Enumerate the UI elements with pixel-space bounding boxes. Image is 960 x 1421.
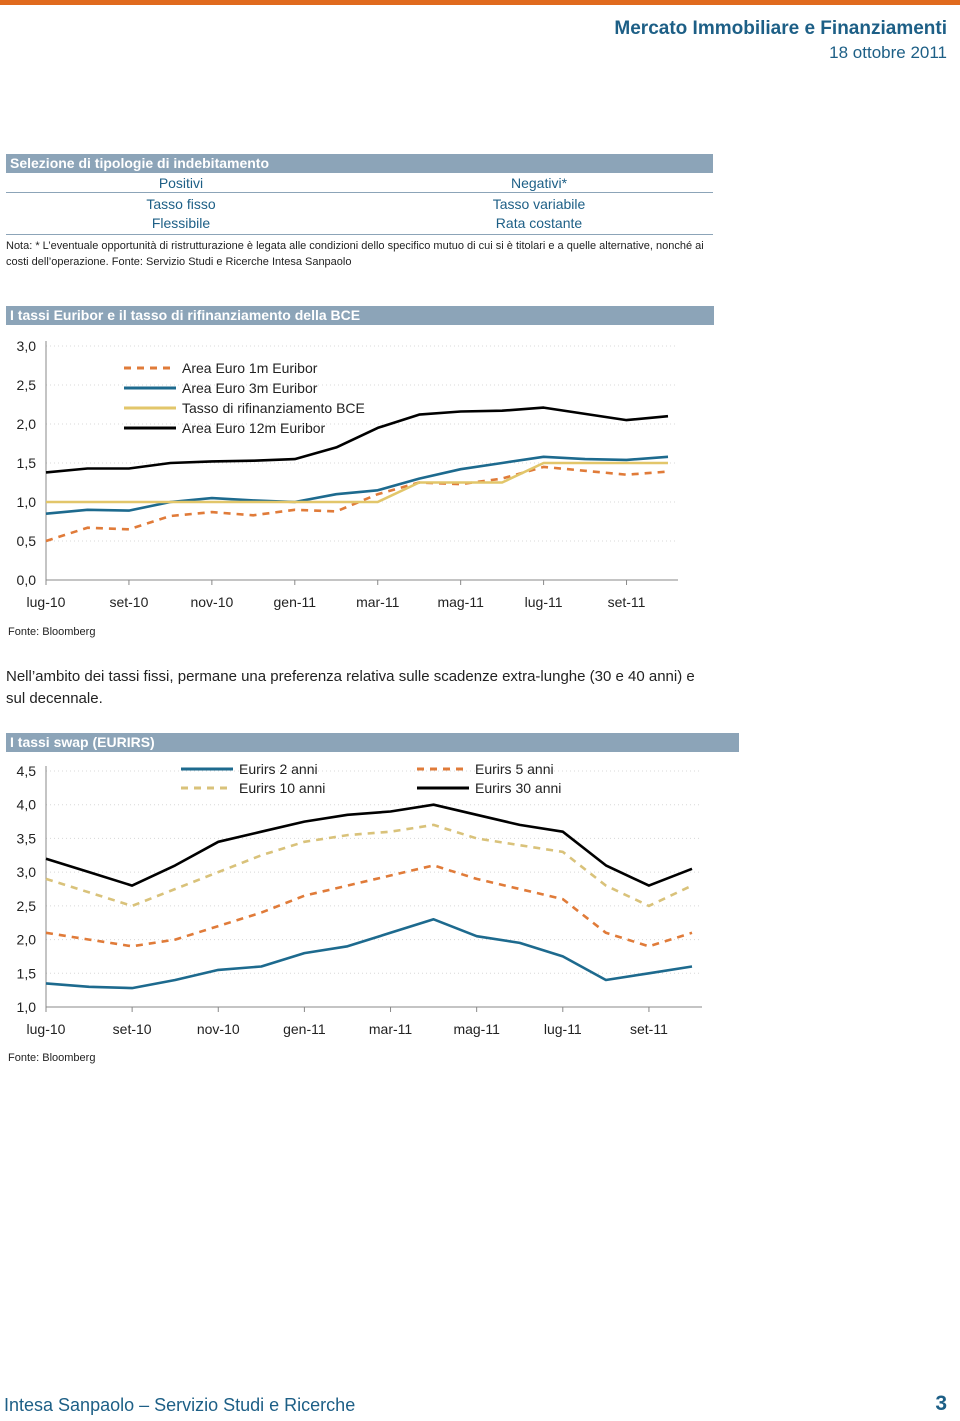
legend-label: Area Euro 12m Euribor	[182, 420, 326, 436]
chart2-eurirs	[0, 755, 740, 1045]
y-tick-label: 2,0	[16, 416, 36, 432]
y-tick-label: 1,5	[16, 455, 36, 471]
y-tick-label: 2,5	[16, 897, 36, 914]
y-tick-label: 0,0	[16, 572, 36, 588]
x-tick-label: mar-11	[368, 1021, 413, 1037]
table-cell: Tasso fisso	[146, 196, 216, 212]
table-row	[6, 215, 713, 234]
y-tick-label: 3,0	[16, 338, 36, 354]
x-tick-label: lug-11	[543, 1021, 582, 1037]
selection-table-header	[6, 174, 713, 193]
table-cell: Flessibile	[151, 215, 211, 231]
x-tick-label: gen-11	[283, 1021, 326, 1037]
table-cell: Tasso variabile	[492, 196, 586, 212]
x-tick-label: lug-10	[26, 1021, 66, 1037]
x-tick-label: gen-11	[273, 594, 317, 610]
y-tick-label: 2,5	[16, 377, 36, 393]
y-tick-label: 4,0	[16, 796, 36, 813]
x-tick-label: nov-10	[190, 594, 234, 610]
x-tick-label: mag-11	[453, 1021, 500, 1037]
table-row	[6, 196, 713, 215]
column-positivi: Positivi	[158, 175, 204, 191]
y-tick-label: 1,5	[16, 965, 36, 982]
y-tick-label: 1,0	[16, 999, 36, 1015]
series-line	[46, 825, 692, 906]
header-date: 18 ottobre 2011	[829, 43, 947, 62]
table-note: Nota: * L’eventuale opportunità di ristrutturazione è legata alle condizioni dello specifico mutuo di cui si è titolari e a quelle alternative, nonché ai costi dell’operazione. Fonte: Servizio Studi e Ricerche Intesa Sanpaolo	[6, 240, 704, 268]
y-tick-label: 4,5	[16, 763, 36, 779]
legend-label: Area Euro 1m Euribor	[182, 360, 318, 376]
y-tick-label: 2,0	[16, 931, 36, 948]
x-tick-label: set-11	[629, 1021, 668, 1037]
chart2-source: Fonte: Bloomberg	[8, 1052, 96, 1064]
chart2-title: I tassi swap (EURIRS)	[6, 733, 739, 752]
table-cell: Rata costante	[495, 215, 583, 231]
chart1-source: Fonte: Bloomberg	[8, 626, 96, 638]
series-line	[46, 805, 692, 886]
footer-page-number: 3	[935, 1392, 947, 1415]
legend-label: Eurirs 2 anni	[239, 761, 318, 777]
series-line	[46, 463, 668, 502]
legend-label: Area Euro 3m Euribor	[182, 380, 318, 396]
series-line	[46, 457, 668, 514]
x-tick-label: lug-10	[26, 594, 66, 610]
y-tick-label: 3,5	[16, 830, 36, 847]
chart1-euribor	[0, 330, 720, 620]
x-tick-label: nov-10	[196, 1021, 240, 1037]
y-tick-label: 3,0	[16, 864, 36, 881]
top-accent-rule	[0, 0, 960, 5]
y-tick-label: 1,0	[16, 494, 36, 510]
chart1-title: I tassi Euribor e il tasso di rifinanziamento della BCE	[6, 306, 714, 325]
x-tick-label: mag-11	[437, 594, 484, 610]
column-negativi: Negativi*	[510, 175, 568, 191]
x-tick-label: set-10	[109, 594, 149, 610]
selection-table-title: Selezione di tipologie di indebitamento	[6, 154, 713, 173]
x-tick-label: set-11	[607, 594, 646, 610]
x-tick-label: mar-11	[356, 594, 400, 610]
legend-label: Eurirs 5 anni	[475, 761, 554, 777]
header-title: Mercato Immobiliare e Finanziamenti	[614, 18, 947, 39]
body-paragraph: Nell’ambito dei tassi fissi, permane una preferenza relativa sulle scadenze extra-lunghe (30 e 40 anni) e sul decennale.	[6, 668, 695, 707]
series-line	[46, 467, 668, 541]
legend-label: Eurirs 10 anni	[239, 780, 326, 796]
table-bottom-rule	[6, 234, 713, 235]
series-line	[46, 919, 692, 988]
x-tick-label: lug-11	[524, 594, 563, 610]
legend-label: Eurirs 30 anni	[475, 780, 562, 796]
y-tick-label: 0,5	[16, 533, 36, 549]
legend-label: Tasso di rifinanziamento BCE	[182, 400, 365, 416]
x-tick-label: set-10	[112, 1021, 152, 1037]
footer-publisher: Intesa Sanpaolo – Servizio Studi e Ricerche	[4, 1395, 356, 1415]
